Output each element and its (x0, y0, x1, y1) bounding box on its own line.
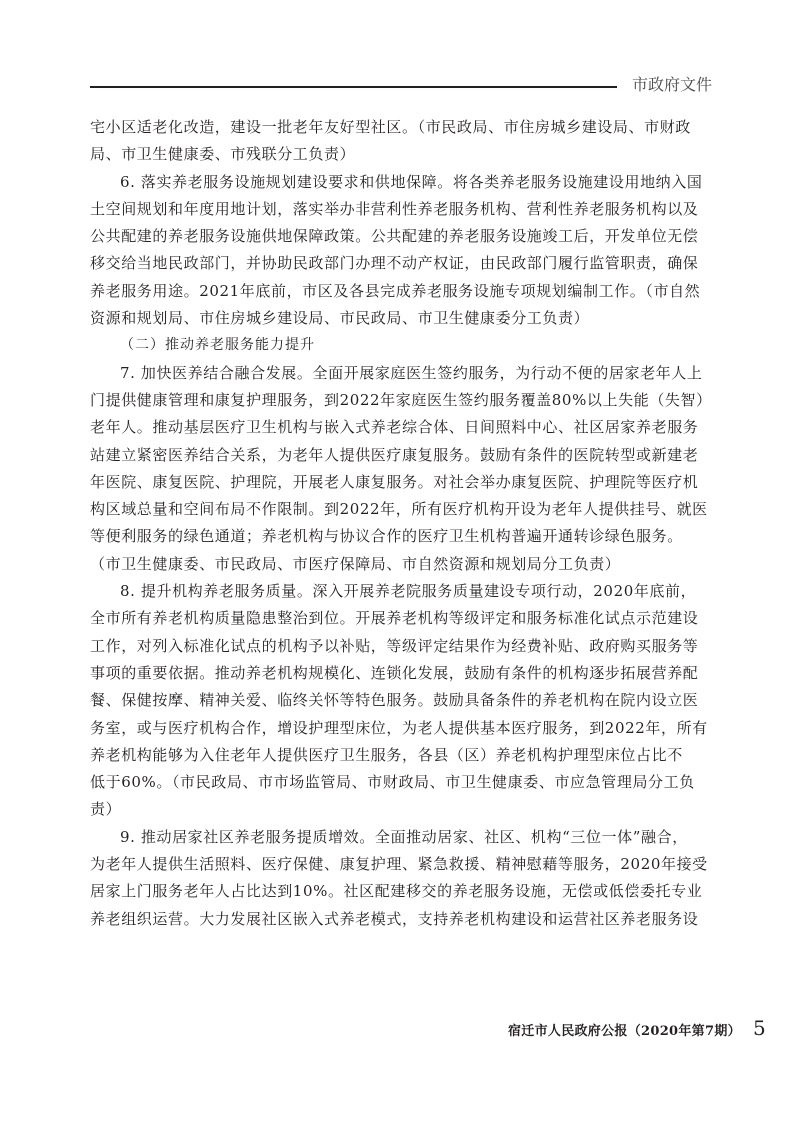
body-line: 等便利服务的绿色通道；养老机构与协议合作的医疗卫生机构普遍开通转诊绿色服务。 (90, 527, 683, 546)
body-line: 宅小区适老化改造，建设一批老年友好型社区。（市民政局、市住房城乡建设局、市财政 (90, 118, 691, 136)
body-line: 养老服务用途。2021年底前，市区及各县完成养老服务设施专项规划编制工作。（市自然 (90, 281, 701, 300)
item-7-heading-line: 7. 加快医养结合融合发展。全面开展家庭医生签约服务，为行动不便的居家老年人上 (120, 363, 703, 382)
body-line: 务室，或与医疗机构合作，增设护理型床位，为老人提供基本医疗服务，到2022年，所有 (90, 718, 708, 737)
body-line: 养老机构能够为入住老年人提供医疗卫生服务，各县（区）养老机构护理型床位占比不 (90, 745, 683, 764)
body-line: 构区域总量和空间布局不作限制。到2022年，所有医疗机构开设为老年人提供挂号、就医 (90, 500, 708, 519)
section-heading: （二）推动养老服务能力提升 (120, 337, 315, 354)
section-tag: 市政府文件 (632, 75, 713, 94)
page-number: 5 (752, 1016, 766, 1040)
header-rule (90, 86, 617, 88)
body-line: 事项的重要依据。推动养老机构规模化、连锁化发展，鼓励有条件的机构逐步拓展营养配 (90, 663, 699, 682)
page-footer (508, 1016, 766, 1042)
body-line: 责） (90, 800, 122, 819)
body-line: 为老年人提供生活照料、医疗保健、康复护理、紧急救援、精神慰藉等服务，2020年接受 (90, 855, 708, 874)
body-line: 局、市卫生健康委、市残联分工负责） (90, 145, 356, 164)
body-line: 移交给当地民政部门，并协助民政部门办理不动产权证，由民政部门履行监管职责，确保 (90, 254, 699, 273)
body-line: 全市所有养老机构质量隐患整治到位。开展养老机构等级评定和服务标准化试点示范建设 (90, 609, 699, 628)
body-line: 居家上门服务老年人占比达到10%。社区配建移交的养老服务设施，无偿或低偿委托专业 (90, 882, 703, 901)
body-line: 低于60%。（市民政局、市市场监管局、市财政局、市卫生健康委、市应急管理局分工负 (90, 773, 695, 792)
body-line: 资源和规划局、市住房城乡建设局、市民政局、市卫生健康委分工负责） (90, 309, 590, 328)
body-line: 工作，对列入标准化试点的机构予以补贴，等级评定结果作为经费补贴、政府购买服务等 (90, 636, 699, 655)
body-line: 公共配建的养老服务设施供地保障政策。公共配建的养老服务设施竣工后，开发单位无偿 (90, 227, 699, 246)
body-line: 老年人。推动基层医疗卫生机构与嵌入式养老综合体、日间照料中心、社区居家养老服务 (90, 418, 699, 437)
body-line: 餐、保健按摩、精神关爱、临终关怀等特色服务。鼓励具备条件的养老机构在院内设立医 (90, 691, 699, 710)
document-body (90, 114, 718, 933)
body-line: 门提供健康管理和康复护理服务，到2022年家庭医生签约服务覆盖80%以上失能（失智） (90, 390, 712, 409)
publication-source: 宿迁市人民政府公报（2020年第7期） (508, 1024, 741, 1039)
body-line: 年医院、康复医院、护理院，开展老人康复服务。对社会举办康复医院、护理院等医疗机 (90, 472, 699, 491)
body-line: （市卫生健康委、市民政局、市医疗保障局、市自然资源和规划局分工负责） (90, 554, 621, 573)
item-9-heading-line: 9. 推动居家社区养老服务提质增效。全面推动居家、社区、机构“三位一体”融合， (120, 827, 688, 846)
body-line: 养老组织运营。大力发展社区嵌入式养老模式，支持养老机构建设和运营社区养老服务设 (90, 909, 699, 928)
item-6-heading-line: 6. 落实养老服务设施规划建设要求和供地保障。将各类养老服务设施建设用地纳入国 (120, 172, 703, 191)
body-line: 站建立紧密医养结合关系，为老年人提供医疗康复服务。鼓励有条件的医院转型或新建老 (90, 445, 699, 464)
item-8-heading-line: 8. 提升机构养老服务质量。深入开展养老院服务质量建设专项行动，2020年底前， (120, 582, 697, 601)
body-line: 土空间规划和年度用地计划，落实举办非营利性养老服务机构、营利性养老服务机构以及 (90, 199, 699, 218)
